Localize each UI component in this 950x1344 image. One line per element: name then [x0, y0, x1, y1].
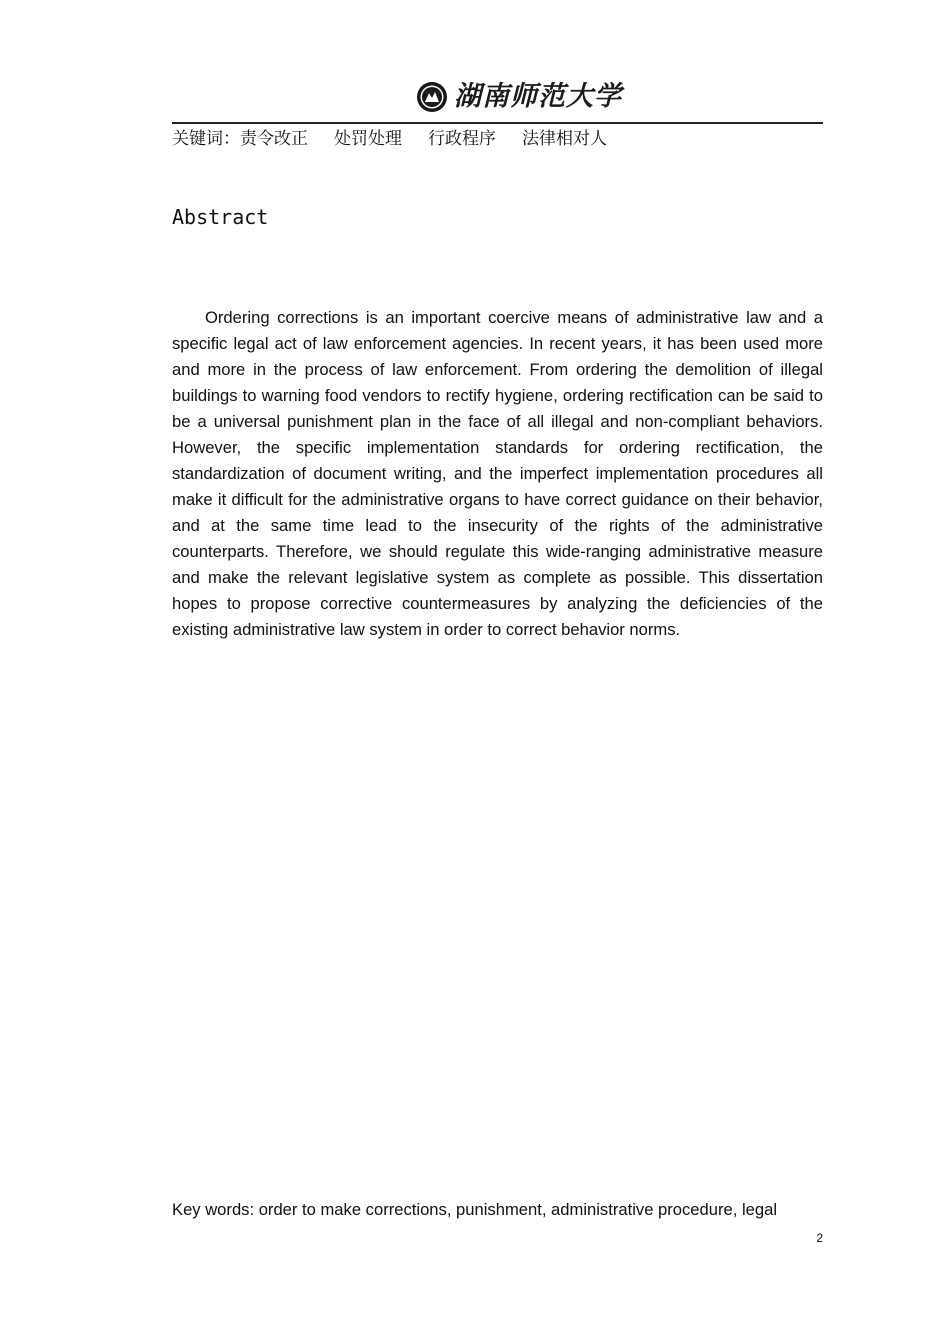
- university-seal-icon: [416, 81, 448, 113]
- keyword-term: 责令改正: [240, 129, 308, 149]
- keyword-term: 处罚处理: [334, 129, 402, 149]
- page-number: 2: [816, 1231, 823, 1245]
- keywords-label: 关键词：: [172, 129, 240, 149]
- university-logo: [416, 78, 622, 116]
- chinese-keywords: [172, 127, 633, 151]
- university-name: 湖南师范大学: [454, 81, 622, 112]
- keyword-term: 法律相对人: [522, 129, 607, 149]
- keyword-term: 行政程序: [428, 129, 496, 149]
- abstract-heading: Abstract: [172, 205, 269, 229]
- english-keywords: Key words: order to make corrections, punishment, administrative procedure, legal: [172, 1200, 778, 1219]
- abstract-paragraph: Ordering corrections is an important coercive means of administrative law and a specific legal act of law enforcement agencies. In recent years, it has been used more and more in the process of law enforcement. From ordering the demolition of illegal buildings to warning food vendors to rectify hygiene, ordering rectification can be said to be a universal punishment plan in the face of all illegal and non-compliant behaviors. However, the specific implementation standards for ordering rectification, the standardization of document writing, and the imperfect implementation procedures all make it difficult for the administrative organs to have correct guidance on their behavior, and at the same time lead to the insecurity of the rights of the administrative counterparts. Therefore, we should regulate this wide-ranging administrative measure and make the relevant legislative system as complete as possible. This dissertation hopes to propose corrective countermeasures by analyzing the deficiencies of the existing administrative law system in order to correct behavior norms.: [172, 308, 823, 639]
- header-divider: [172, 122, 823, 124]
